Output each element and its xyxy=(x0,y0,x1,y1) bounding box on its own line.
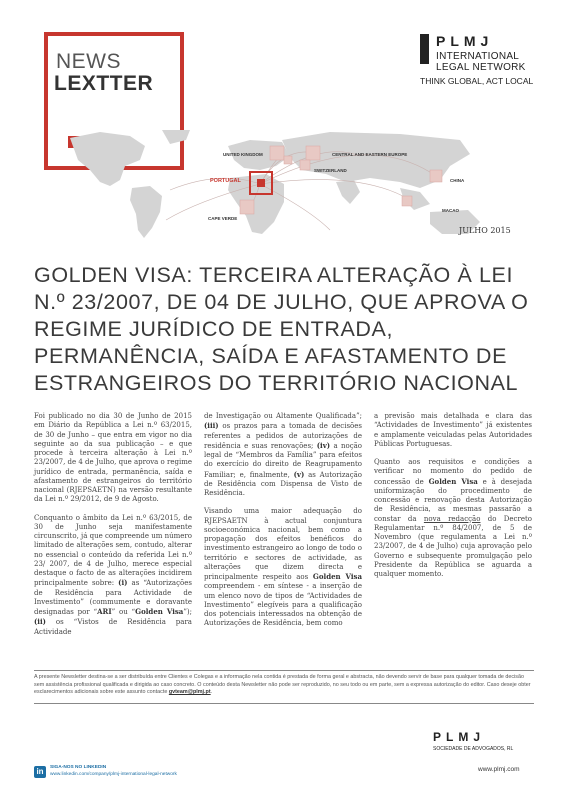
article-title: GOLDEN VISA: TERCEIRA ALTERAÇÃO À LEI N.º 23/2007, DE 04 DE JULHO, QUE APROVA O REGIME JURÍDICO DE ENTRADA, PERMANÊNCIA, SAÍDA E AFASTAMENTO DE ESTRANGEIROS DO TERRITÓRIO NACIONAL xyxy=(34,263,529,395)
contact-email-link[interactable]: gvteam@plmj.pt xyxy=(168,689,211,696)
network-line-2: LEGAL NETWORK xyxy=(436,62,526,73)
plmj-logo-text: PLMJ xyxy=(436,33,494,49)
divider xyxy=(34,670,534,671)
newsletter-title-news: NEWS xyxy=(56,50,121,73)
column-3 xyxy=(374,412,532,588)
column-2 xyxy=(204,412,362,638)
map-label-uk: UNITED KINGDOM xyxy=(223,152,263,157)
issue-date: JULHO 2015 xyxy=(459,226,511,235)
paragraph: Visando uma maior adequação do RJEPSAETN à actual conjuntura socioeconómica nacional, bem como a propagação dos efeitos benéficos do investimento estrangeiro ao longo de todo o território e sectores de actividade, as alterações que dizem directa e principalmente respeito aos Golden Visa compreendem - em síntese - a inserção de um elenco novo de tipos de “Actividades de Investimento” elegíveis para a qualificação dos potenciais interessados na obtenção de Autorizações de Residência, bem como xyxy=(204,507,362,628)
column-1 xyxy=(34,412,192,646)
paragraph: de Investigação ou Altamente Qualificada”; (iii) os prazos para a tomada de decisões referentes a pedidos de autorizações de residência e suas renovações; (iv) a noção legal de “Membros da Família” para efeitos do exercício do direito de Reagrupamento Familiar; e, finalmente, (v) as Autorização de Residência com Dispensa de Visto de Residência. xyxy=(204,412,363,497)
map-label-cape-verde: CAPE VERDE xyxy=(208,216,238,221)
map-label-portugal: PORTUGAL xyxy=(210,178,241,184)
world-map xyxy=(70,130,530,240)
paragraph: Foi publicado no dia 30 de Junho de 2015 em Diário da República a Lei n.º 63/2015, de 30 de Junho – que entra em vigor no dia seguinte ao da sua publicação – e que procede à terceira alteração à Lei n.º 23/2007, de 4 de Julho, que aprova o regime jurídico de entrada, permanência, saída e afastamento de estrangeiros do território nacional (RJEPSAETN) na versão resultante da Lei n.º 29/2012, de 9 de Agosto. xyxy=(34,412,192,504)
tagline: THINK GLOBAL, ACT LOCAL xyxy=(420,76,534,86)
plmj-logo-mark xyxy=(420,34,429,64)
linkedin-follow-label: SIGA-NOS NO LINKEDIN xyxy=(50,765,107,770)
paragraph: Quanto aos requisitos e condições a verificar no momento do pedido de concessão de Golden Visa e à desejada uniformização do procedimento de concessão e renovação desta Autorização de Residência, as mesmas passarão a constar da nova redacção do Decreto Regulamentar n.º 84/2007, de 5 de Novembro (que regulamenta a Lei n.º 23/2007, de 4 de Julho) cuja aprovação pelo Governo e subsequente promulgação pelo Presidente da República se aguarda a qualquer momento. xyxy=(374,458,532,578)
world-map-graphic xyxy=(70,130,530,240)
linkedin-url-link[interactable]: www.linkedin.com/company/plmj-international-legal-network xyxy=(50,772,177,777)
paragraph: Conquanto o âmbito da Lei n.º 63/2015, de 30 de Junho seja manifestamente circunscrito, já que compreende um número limitado de alterações sem, contudo, alterar no essencial o conteúdo da referida Lei n.º 23/ 2007, de 4 de Julho, merece especial destaque o facto de as alterações incidirem principalmente sobre: (i) as “Autorizações de Residência para Actividade de Investimento” (commumente e doravante designadas por “ARI” ou “Golden Visa”); (ii) os “Vistos de Residência para Actividade xyxy=(34,513,192,636)
map-label-cee: CENTRAL AND EASTERN EUROPE xyxy=(332,152,408,157)
linkedin-icon[interactable]: in xyxy=(34,766,46,778)
nova-redacao-link[interactable]: nova redacção xyxy=(423,514,481,523)
disclaimer: A presente Newsletter destina-se a ser distribuída entre Clientes e Colegas e a informação nela contida é prestada de forma geral e abstracta, não devendo servir de base para qualquer tomada de decisão sem assistência profissional qualificada e dirigida ao caso concreto. O conteúdo desta Newsletter não pode ser reproduzido, no seu todo ou em parte, sem a expressa autorização do editor. Caso deseje obter esclarecimentos adicionais sobre este assunto contacte gvteam@plmj.pt. xyxy=(34,674,531,696)
map-label-macao: MACAO xyxy=(442,208,459,213)
map-label-china: CHINA xyxy=(450,178,465,183)
footer-plmj-logo: PLMJ xyxy=(433,730,486,744)
website-link[interactable]: www.plmj.com xyxy=(478,766,520,773)
newsletter-title-lextter: LEXTTER xyxy=(54,72,154,95)
paragraph: a previsão mais detalhada e clara das “Actividades de Investimento” já existentes e amplamente veiculadas pelas Autoridades Públicas Portuguesas. xyxy=(374,412,532,448)
divider xyxy=(34,703,534,704)
footer-company-name: SOCIEDADE DE ADVOGADOS, RL xyxy=(433,746,514,752)
network-line-1: INTERNATIONAL xyxy=(436,51,520,62)
map-label-switzerland: SWITZERLAND xyxy=(314,168,347,173)
